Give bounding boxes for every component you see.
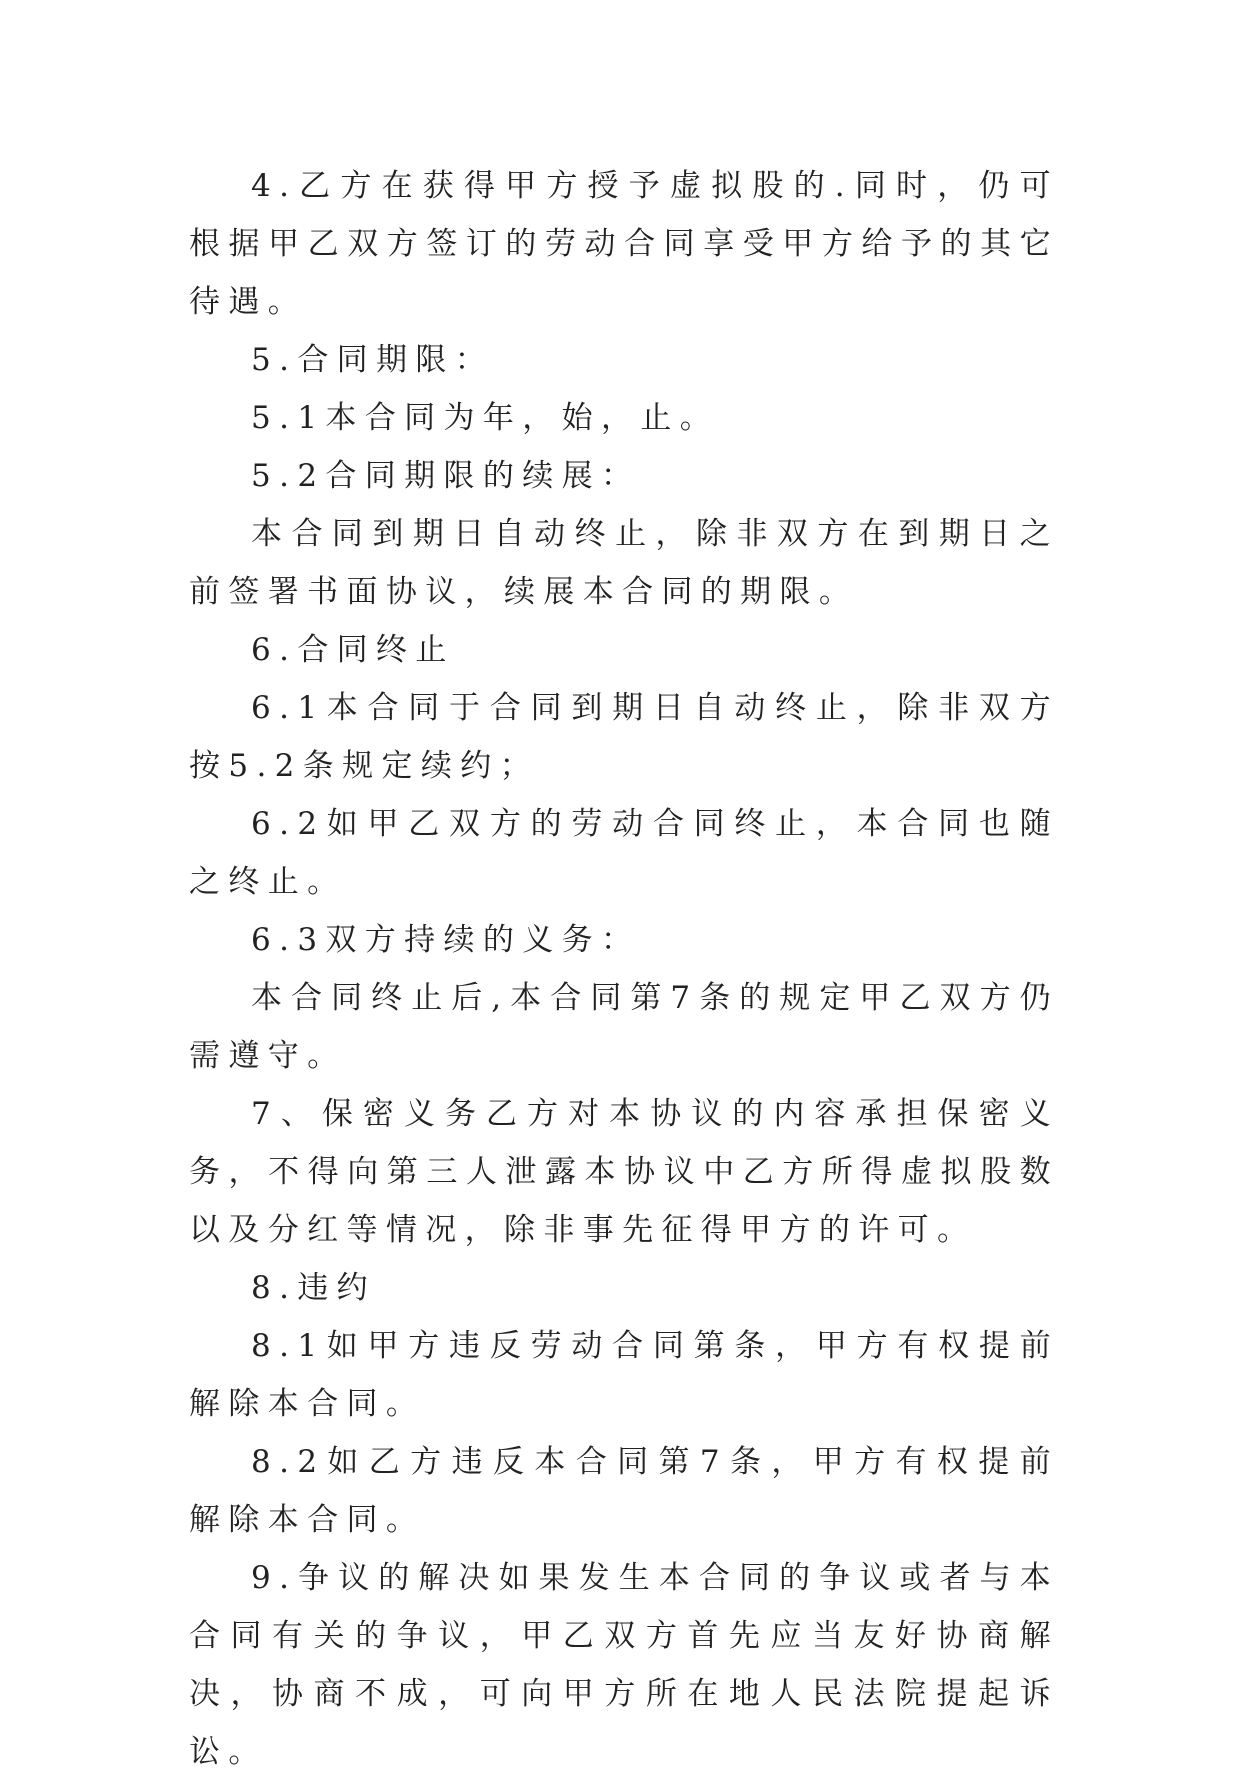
heading-5-contract-term: 5.合同期限： [251, 342, 495, 378]
paragraph-7-confidentiality: 7、保密义务乙方对本协议的内容承担保密义务，不得向第三人泄露本协议中乙方所得虚拟股数以及分红等情况，除非事先征得甲方的许可。 [189, 1096, 1059, 1248]
paragraph-6-1: 6.1本合同于合同到期日自动终止，除非双方按5.2条规定续约； [189, 690, 1059, 784]
heading-8-breach: 8.违约 [251, 1270, 377, 1306]
paragraph-8-1: 8.1如甲方违反劳动合同第条，甲方有权提前解除本合同。 [189, 1328, 1059, 1422]
paragraph-6-2: 6.2如甲乙双方的劳动合同终止，本合同也随之终止。 [189, 806, 1059, 900]
heading-6-termination: 6.合同终止 [251, 632, 455, 668]
paragraph-5-1-term: 5.1本合同为年，始，止。 [251, 400, 720, 436]
paragraph-4-benefits: 4.乙方在获得甲方授予虚拟股的.同时，仍可根据甲乙双方签订的劳动合同享受甲方给予的其它待遇。 [189, 168, 1059, 320]
heading-5-2-renewal: 5.2合同期限的续展： [251, 458, 641, 494]
heading-6-3-obligations: 6.3双方持续的义务： [251, 922, 641, 958]
paragraph-8-2: 8.2如乙方违反本合同第7条，甲方有权提前解除本合同。 [189, 1444, 1059, 1538]
paragraph-9-dispute: 9.争议的解决如果发生本合同的争议或者与本合同有关的争议，甲乙双方首先应当友好协商解决，协商不成，可向甲方所在地人民法院提起诉讼。 [189, 1560, 1059, 1770]
document-body [189, 157, 1059, 1781]
paragraph-renewal-body: 本合同到期日自动终止，除非双方在到期日之前签署书面协议，续展本合同的期限。 [189, 516, 1059, 610]
paragraph-obligations-body: 本合同终止后,本合同第7条的规定甲乙双方仍需遵守。 [189, 980, 1059, 1074]
